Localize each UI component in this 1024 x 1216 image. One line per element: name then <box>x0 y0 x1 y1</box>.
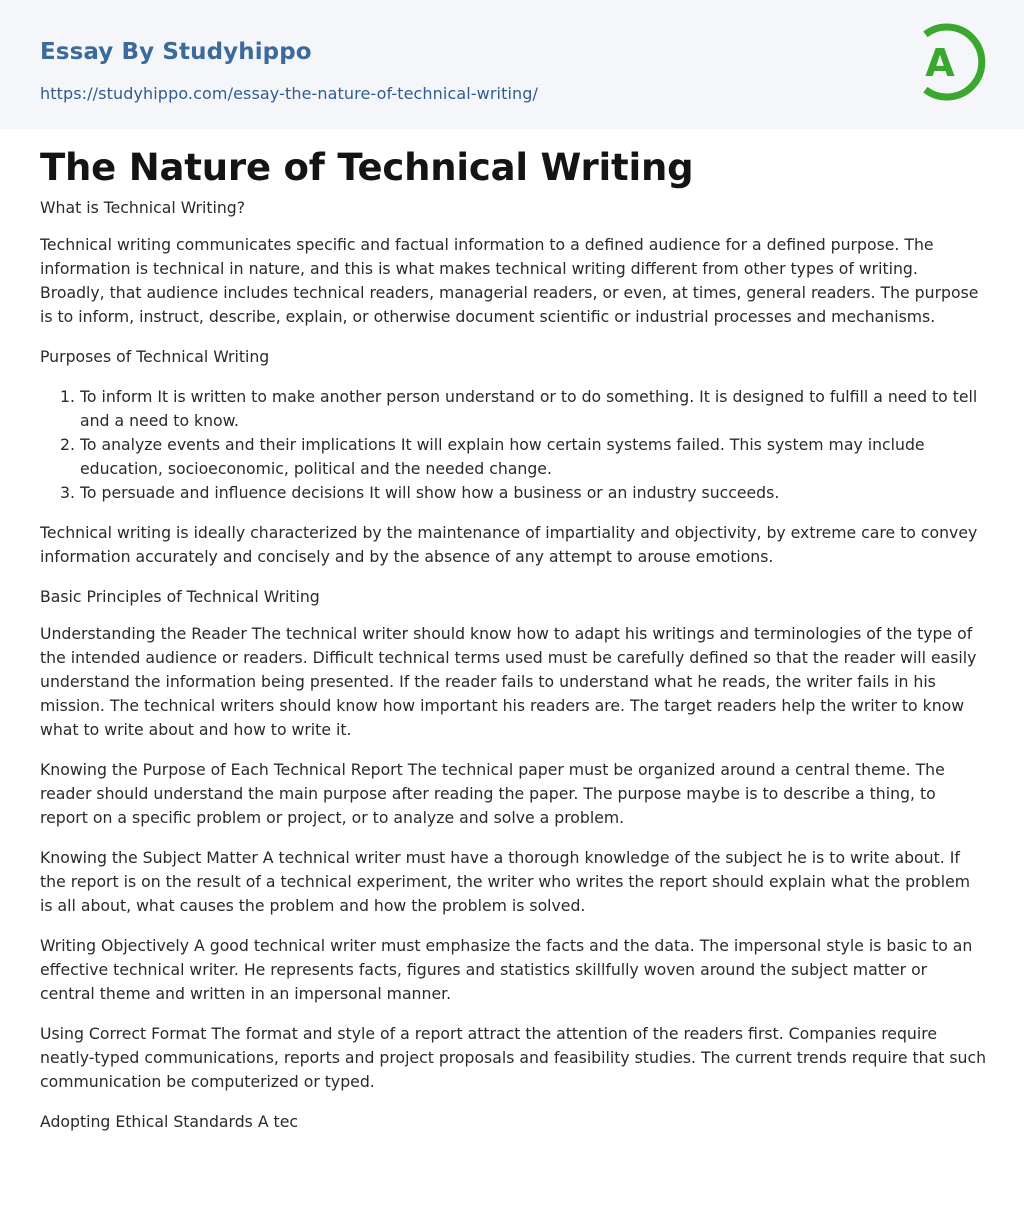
list-item: 3. To persuade and influence decisions It will show how a business or an industry succeeds. <box>80 481 986 505</box>
logo-letter: A <box>925 41 955 85</box>
paragraph-understanding-reader: Understanding the Reader The technical writer should know how to adapt his writings and terminologies of the type of the intended audience or readers. Difficult technical terms used must be carefully defined so that the reader will easily understand the information being presented. If the reader fails to understand what he reads, the writer fails in his mission. The technical writers should know how important his readers are. The target readers help the writer to know what to write about and how to write it. <box>40 624 977 739</box>
purposes-list <box>40 385 986 505</box>
list-item: 2. To analyze events and their implications It will explain how certain systems failed. This system may include education, socioeconomic, political and the needed change. <box>80 433 986 481</box>
article-body <box>40 196 986 1150</box>
paragraph-characteristics: Technical writing is ideally characterized by the maintenance of impartiality and objectivity, by extreme care to convey information accurately and concisely and by the absence of any attempt to arouse emotions. <box>40 523 978 566</box>
paragraph-ethical-standards: Adopting Ethical Standards A tec <box>40 1112 298 1131</box>
subheading-purposes: Purposes of Technical Writing <box>40 347 270 366</box>
list-item: 1. To inform It is written to make another person understand or to do something. It is designed to fulfill a need to tell and a need to know. <box>80 385 986 433</box>
paragraph-subject-matter: Knowing the Subject Matter A technical writer must have a thorough knowledge of the subject he is to write about. If the report is on the result of a technical experiment, the writer who writes the report should explain what the problem is all about, what causes the problem and how the problem is solved. <box>40 848 971 915</box>
paragraph-correct-format: Using Correct Format The format and style of a report attract the attention of the readers first. Companies require neatly-typed communications, reports and project proposals and feasibility studies. The current trends require that such communication be computerized or typed. <box>40 1024 987 1091</box>
brand-title: Essay By Studyhippo <box>40 39 312 65</box>
subheading-basic-principles: Basic Principles of Technical Writing <box>40 587 320 606</box>
page-title: The Nature of Technical Writing <box>40 146 694 189</box>
paragraph-definition: Technical writing communicates specific and factual information to a defined audience for a defined purpose. The information is technical in nature, and this is what makes technical writing different from other types of writing. Broadly, that audience includes technical readers, managerial readers, or even, at times, general readers. The purpose is to inform, instruct, describe, explain, or otherwise document scientific or industrial processes and mechanisms. <box>40 235 979 326</box>
source-url-link[interactable]: https://studyhippo.com/essay-the-nature-of-technical-writing/ <box>40 84 538 103</box>
subheading-what-is: What is Technical Writing? <box>40 198 246 217</box>
paragraph-writing-objectively: Writing Objectively A good technical writer must emphasize the facts and the data. The impersonal style is basic to an effective technical writer. He represents facts, figures and statistics skillfully woven around the subject matter or central theme and written in an impersonal manner. <box>40 936 973 1003</box>
paragraph-knowing-purpose: Knowing the Purpose of Each Technical Report The technical paper must be organized around a central theme. The reader should understand the main purpose after reading the paper. The purpose maybe is to describe a thing, to report on a specific problem or project, or to analyze and solve a problem. <box>40 760 945 827</box>
studyhippo-logo-icon[interactable] <box>903 17 989 107</box>
